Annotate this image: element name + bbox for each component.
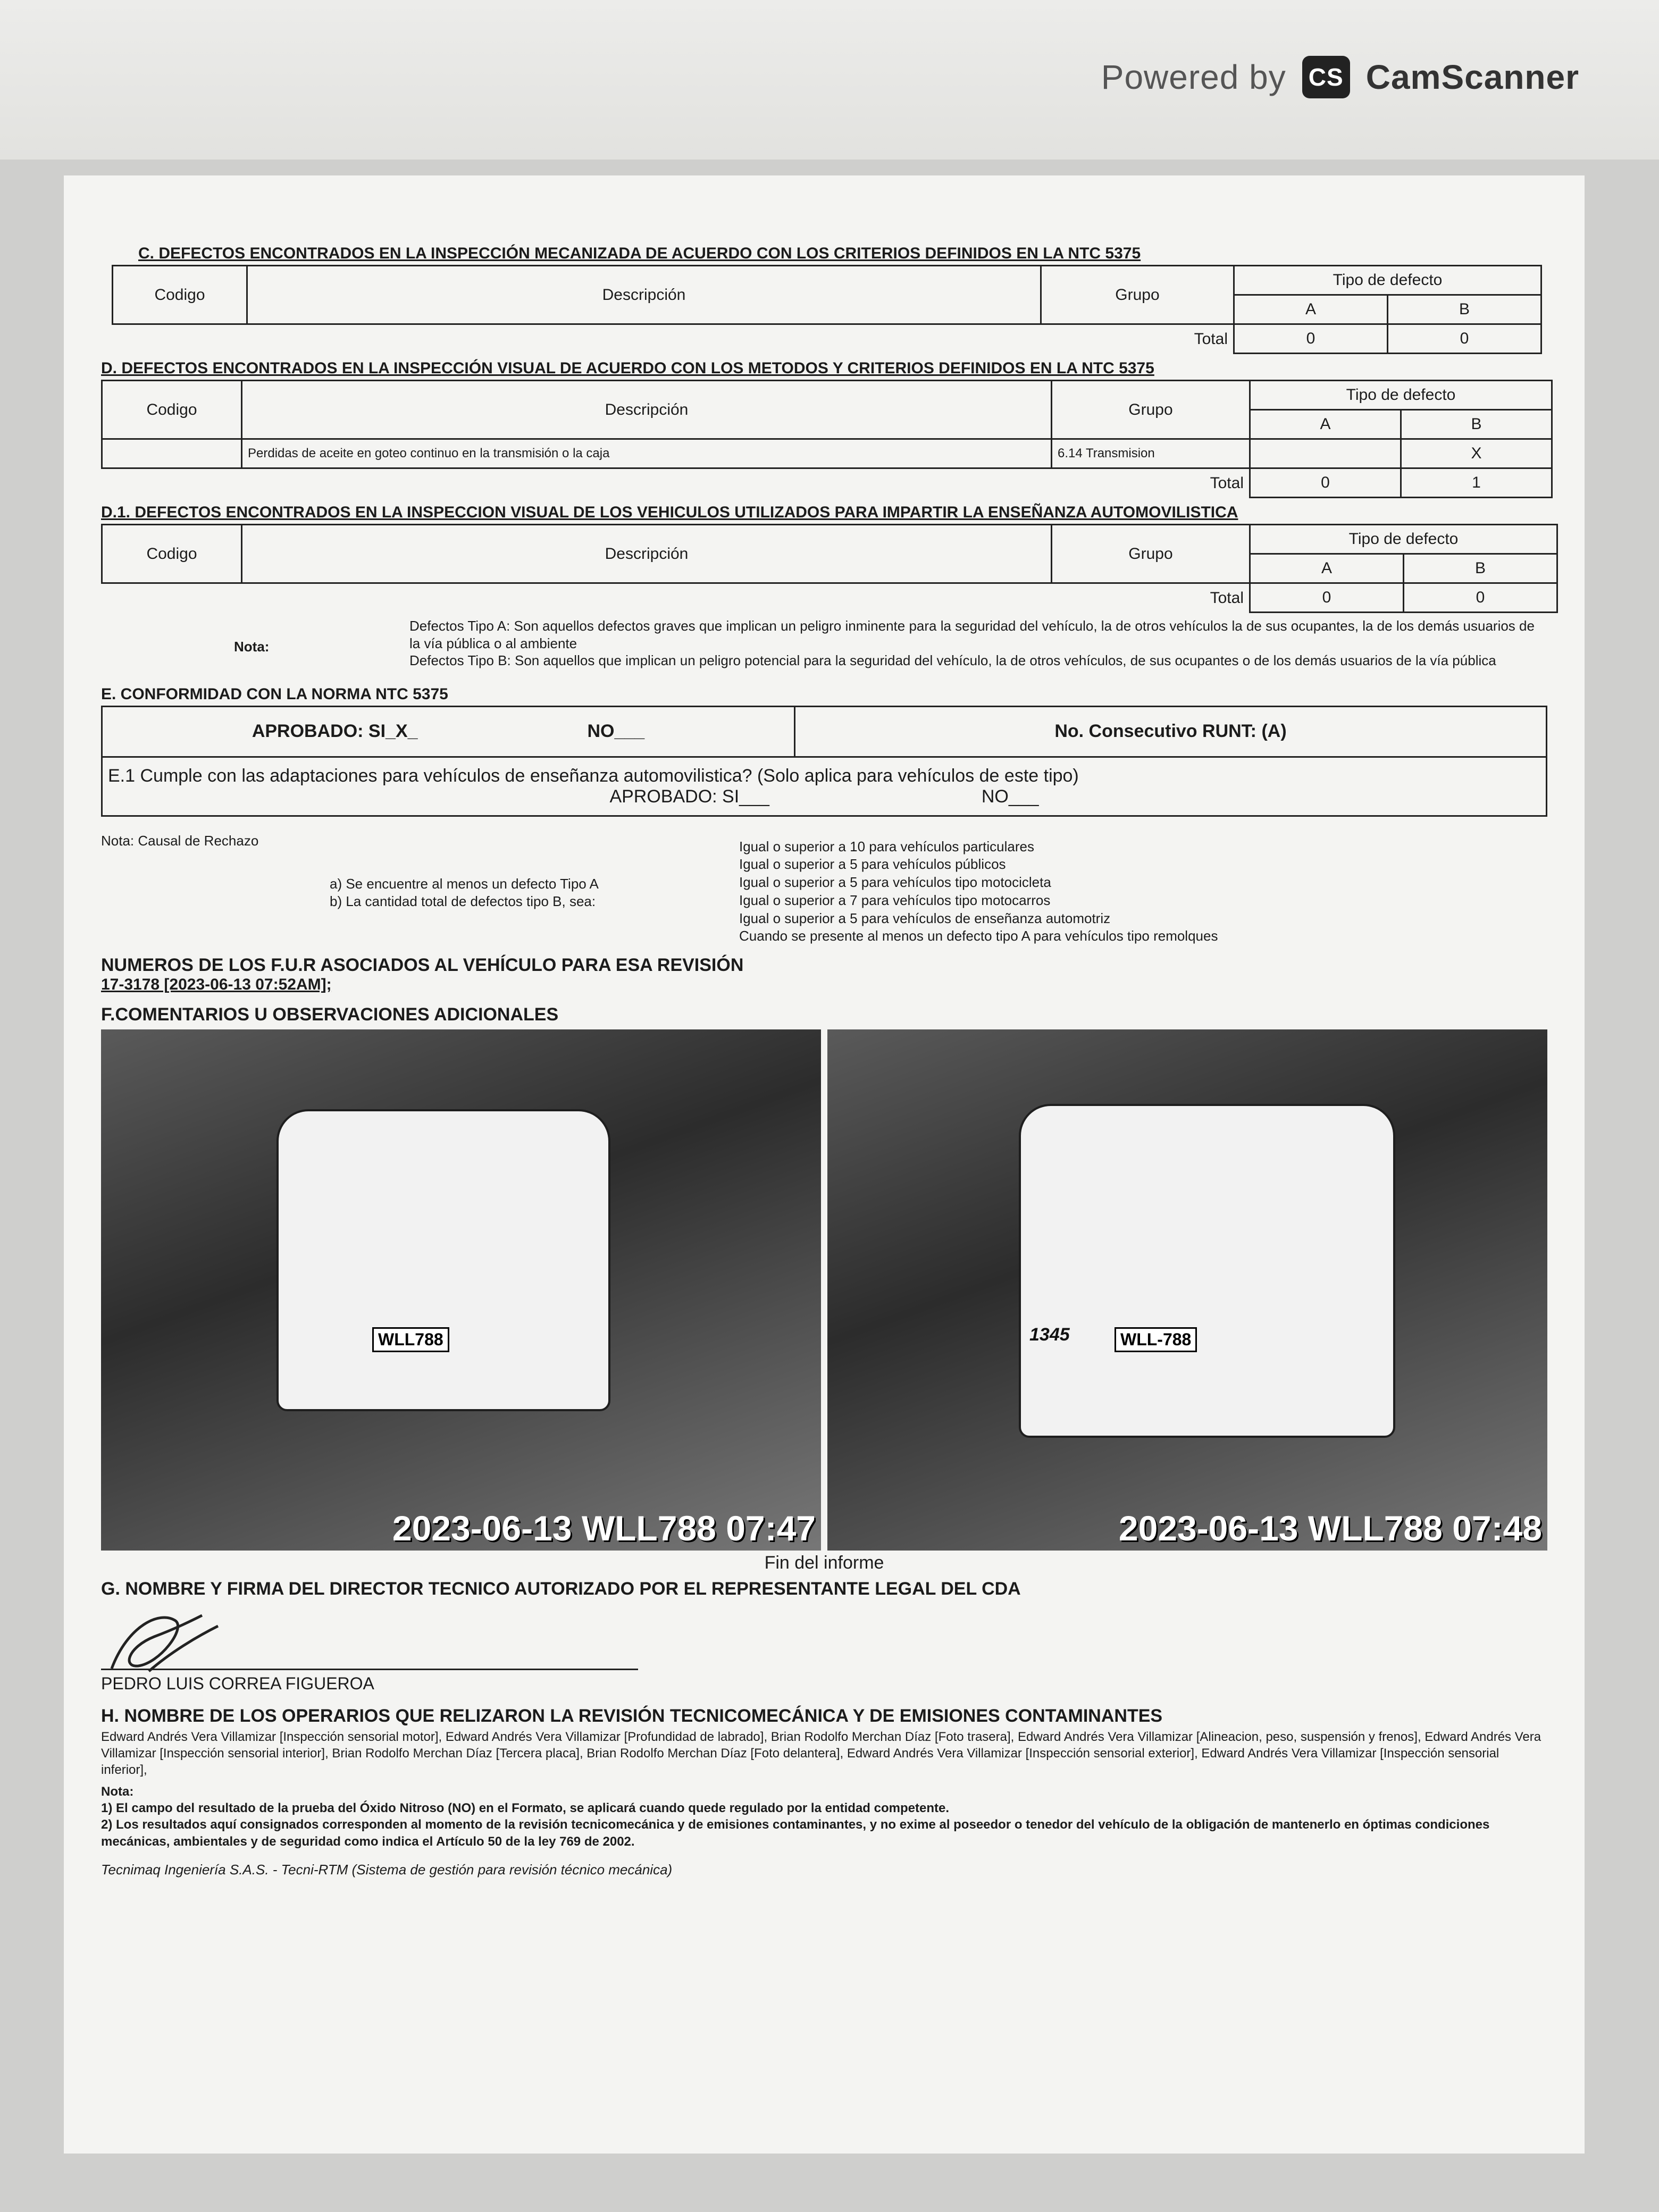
total-b: 0 [1387, 324, 1541, 354]
total-label: Total [1194, 330, 1228, 348]
row-descripcion: Perdidas de aceite en goteo continuo en la transmisión o la caja [242, 439, 1052, 468]
section-g-title: G. NOMBRE Y FIRMA DEL DIRECTOR TECNICO AUTORIZADO POR EL REPRESENTANTE LEGAL DEL CDA [101, 1578, 1021, 1599]
col-b: B [1401, 410, 1552, 439]
tipo-a-definition: Defectos Tipo A: Son aquellos defectos graves que implican un peligro inminente para la seguridad del vehículo, la de otros vehículos la de sus ocupantes, la de los demás usuarios de la vía pública o al ambiente [409, 618, 1535, 651]
fur-value: 17-3178 [2023-06-13 07:52AM]; [101, 975, 332, 993]
row-grupo: 6.14 Transmision [1052, 439, 1250, 468]
col-tipo-defecto: Tipo de defecto [1250, 525, 1557, 554]
total-label: Total [1210, 589, 1244, 607]
section-d1-title: D.1. DEFECTOS ENCONTRADOS EN LA INSPECCION VISUAL DE LOS VEHICULOS UTILIZADOS PARA IMPARTIR LA ENSEÑANZA AUTOMOVILISTICA [101, 504, 1238, 521]
table-row [102, 439, 1552, 468]
row-codigo [102, 439, 242, 468]
final-notes [101, 1783, 1547, 1850]
e1-question: E.1 Cumple con las adaptaciones para vehículos de enseñanza automovilistica? (Solo aplica para vehículos de este tipo) [108, 765, 1079, 786]
inspection-photos [101, 1029, 1547, 1551]
col-descripcion: Descripción [242, 381, 1052, 439]
col-a: A [1250, 410, 1401, 439]
camscanner-logo-icon: CS [1302, 56, 1350, 98]
col-a: A [1250, 554, 1404, 583]
section-h-title: H. NOMBRE DE LOS OPERARIOS QUE RELIZARON LA REVISIÓN TECNICOMECÁNICA Y DE EMISIONES CONTAMINANTES [101, 1705, 1163, 1726]
runt-consecutivo: No. Consecutivo RUNT: (A) [795, 706, 1547, 757]
camscanner-watermark [1101, 56, 1579, 98]
e1-aprobado-si: APROBADO: SI___ [609, 786, 769, 807]
col-tipo-defecto: Tipo de defecto [1250, 381, 1552, 410]
van-front-image [276, 1109, 610, 1411]
operators-list: Edward Andrés Vera Villamizar [Inspección sensorial motor], Edward Andrés Vera Villamizar [Profundidad de labrado], Brian Rodolfo Merchan Díaz [Foto trasera], Edward Andrés Vera Villamizar [Alineacion, peso, suspensión y frenos], Edward Andrés Vera Villamizar [Inspección sensorial interior], Brian Rodolfo Merchan Díaz [Tercera placa], Brian Rodolfo Merchan Díaz [Foto delantera], Edward Andrés Vera Villamizar [Inspección sensorial exterior], Edward Andrés Vera Villamizar [Inspección sensorial inferior], [101, 1729, 1541, 1777]
col-a: A [1234, 295, 1388, 324]
final-nota-label: Nota: [101, 1784, 134, 1799]
section-d1-table [101, 524, 1558, 613]
tipo-b-definition: Defectos Tipo B: Son aquellos que implican un peligro potencial para la seguridad del vehículo, la de otros vehículos, de sus ocupantes o de los demás usuarios de la vía pública [409, 652, 1496, 668]
list-item: Igual o superior a 5 para vehículos de enseñanza automotriz [739, 910, 1111, 926]
nota-label: Nota: [234, 639, 270, 655]
causal-b: b) La cantidad total de defectos tipo B, sea: [330, 893, 596, 910]
photo-front [101, 1029, 821, 1551]
photo-rear [827, 1029, 1547, 1551]
final-note-2: 2) Los resultados aquí consignados corresponden al momento de la revisión tecnicomecánica y de emisiones contaminantes, y no exime al poseedor o tenedor del vehículo de la obligación de mantenerlo en óptimas condiciones mecánicas, ambientales y de seguridad como indica el Artículo 50 de la ley 769 de 2002. [101, 1817, 1490, 1849]
col-grupo: Grupo [1052, 381, 1250, 439]
section-c-table [112, 265, 1542, 354]
aprobado-no: NO___ [587, 721, 645, 741]
col-descripcion: Descripción [247, 266, 1041, 324]
director-name: PEDRO LUIS CORREA FIGUEROA [101, 1673, 374, 1693]
col-codigo: Codigo [113, 266, 247, 324]
total-b: 1 [1401, 468, 1552, 498]
signature-image [96, 1605, 234, 1679]
total-label: Total [1210, 474, 1244, 492]
total-a: 0 [1234, 324, 1388, 354]
camscanner-name: CamScanner [1365, 58, 1579, 96]
photo1-timestamp: 2023-06-13 WLL788 07:47 [392, 1508, 816, 1548]
signature-area [101, 1599, 1547, 1706]
list-item: Igual o superior a 5 para vehículos públicos [739, 856, 1006, 873]
defect-types-note [101, 617, 1547, 669]
section-d-table [101, 380, 1553, 498]
van-rear-image [1019, 1104, 1395, 1438]
section-e-title: E. CONFORMIDAD CON LA NORMA NTC 5375 [101, 685, 448, 703]
col-descripcion: Descripción [242, 525, 1052, 583]
e1-aprobado-no: NO___ [981, 786, 1039, 807]
end-of-report: Fin del informe [764, 1552, 884, 1573]
list-item: Cuando se presente al menos un defecto tipo A para vehículos tipo remolques [739, 928, 1218, 944]
causal-label: Nota: Causal de Rechazo [101, 832, 259, 849]
list-item: Igual o superior a 5 para vehículos tipo motocicleta [739, 874, 1051, 891]
fur-title: NUMEROS DE LOS F.U.R ASOCIADOS AL VEHÍCULO PARA ESA REVISIÓN [101, 954, 744, 975]
col-grupo: Grupo [1041, 266, 1234, 324]
col-grupo: Grupo [1052, 525, 1250, 583]
col-codigo: Codigo [102, 525, 242, 583]
list-item: Igual o superior a 10 para vehículos particulares [739, 838, 1034, 854]
col-b: B [1403, 554, 1557, 583]
section-e-table [101, 706, 1547, 817]
section-c-title: C. DEFECTOS ENCONTRADOS EN LA INSPECCIÓN MECANIZADA DE ACUERDO CON LOS CRITERIOS DEFINIDOS EN LA NTC 5375 [138, 245, 1141, 262]
rear-unit-number: 1345 [1029, 1324, 1070, 1345]
final-note-1: 1) El campo del resultado de la prueba del Óxido Nitroso (NO) en el Formato, se aplicará cuando quede regulado por la entidad competente. [101, 1801, 949, 1816]
approval-cell [102, 706, 795, 757]
powered-by-text: Powered by [1101, 58, 1286, 96]
document-page [64, 175, 1585, 2154]
rear-plate: WLL-788 [1115, 1327, 1197, 1352]
section-f-title: F.COMENTARIOS U OBSERVACIONES ADICIONALES [101, 1004, 559, 1025]
e1-cell [102, 757, 1547, 816]
signature-line [101, 1669, 638, 1670]
total-a: 0 [1250, 468, 1401, 498]
rejection-causes [101, 833, 1547, 955]
causal-list [739, 838, 1218, 946]
total-a: 0 [1250, 583, 1404, 613]
total-b: 0 [1403, 583, 1557, 613]
front-plate: WLL788 [372, 1327, 449, 1352]
aprobado-si: APROBADO: SI_X_ [252, 721, 418, 741]
list-item: Igual o superior a 7 para vehículos tipo motocarros [739, 892, 1051, 908]
row-mark-b: X [1401, 439, 1552, 468]
row-mark-a [1250, 439, 1401, 468]
section-d-title: D. DEFECTOS ENCONTRADOS EN LA INSPECCIÓN VISUAL DE ACUERDO CON LOS METODOS Y CRITERIOS DEFINIDOS EN LA NTC 5375 [101, 359, 1154, 377]
col-codigo: Codigo [102, 381, 242, 439]
document-footer: Tecnimaq Ingeniería S.A.S. - Tecni-RTM (Sistema de gestión para revisión técnico mecánica) [101, 1861, 673, 1878]
causal-a: a) Se encuentre al menos un defecto Tipo A [330, 875, 599, 892]
col-tipo-defecto: Tipo de defecto [1234, 266, 1541, 295]
photo2-timestamp: 2023-06-13 WLL788 07:48 [1118, 1508, 1542, 1548]
col-b: B [1387, 295, 1541, 324]
document-content [101, 245, 1547, 1878]
